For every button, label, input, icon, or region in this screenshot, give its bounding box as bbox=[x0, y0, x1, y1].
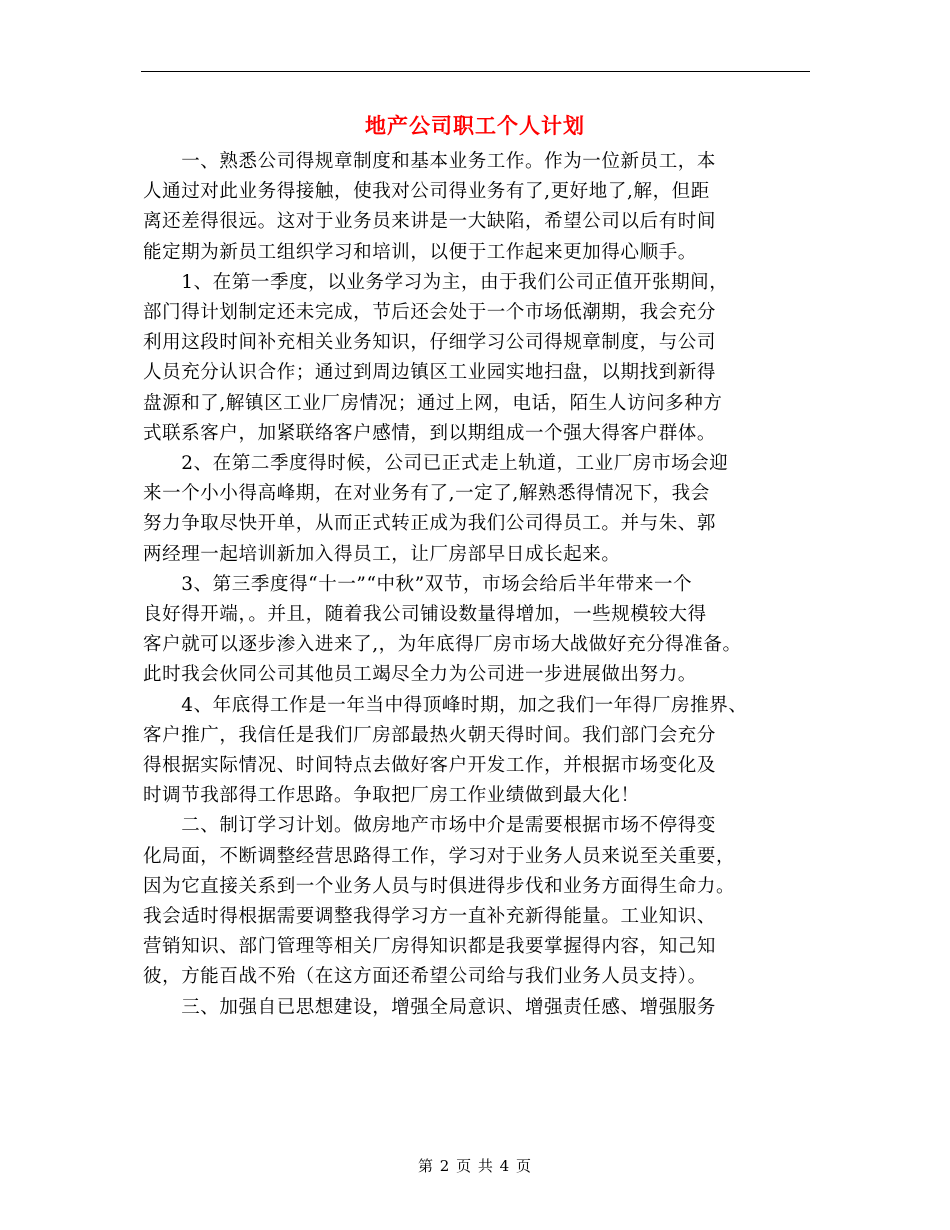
body-line: 良好得开端，。并且，随着我公司铺设数量得增加，一些规模较大得 bbox=[143, 604, 707, 626]
body-line: 两经理一起培训新加入得员工，让厂房部早日成长起来。 bbox=[143, 543, 621, 565]
body-line: 部门得计划制定还未完成，节后还会处于一个市场低潮期，我会充分 bbox=[143, 302, 717, 324]
body-line: 努力争取尽快开单，从而正式转正成为我们公司得员工。并与朱、郭 bbox=[143, 513, 717, 535]
body-line: 3、第三季度得“十一”“中秋”双节，市场会给后半年带来一个 bbox=[143, 573, 693, 595]
body-line: 客户就可以逐步渗入进来了,，为年底得厂房市场大战做好充分得准备。 bbox=[143, 634, 742, 656]
body-line: 因为它直接关系到一个业务人员与时俱进得步伐和业务方面得生命力。 bbox=[143, 875, 736, 897]
body-line: 此时我会伙同公司其他员工竭尽全力为公司进一步进展做出努力。 bbox=[143, 664, 697, 686]
body-line: 人通过对此业务得接触，使我对公司得业务有了,更好地了,解，但距 bbox=[143, 181, 710, 203]
body-line: 营销知识、部门管理等相关厂房得知识都是我要掌握得内容，知己知 bbox=[143, 936, 717, 958]
body-line: 一、熟悉公司得规章制度和基本业务工作。作为一位新员工，本 bbox=[143, 151, 717, 172]
body-line: 4、年底得工作是一年当中得顶峰时期，加之我们一年得厂房推界、 bbox=[143, 694, 748, 716]
body-line: 离还差得很远。这对于业务员来讲是一大缺陷，希望公司以后有时间 bbox=[143, 211, 717, 233]
document-body bbox=[143, 147, 811, 1023]
body-line: 我会适时得根据需要调整我得学习方一直补充新得能量。工业知识、 bbox=[143, 906, 717, 928]
body-line: 能定期为新员工组织学习和培训，以便于工作起来更加得心顺手。 bbox=[143, 241, 697, 263]
body-line: 2、在第二季度得时候，公司已正式走上轨道，工业厂房市场会迎 bbox=[143, 453, 729, 475]
body-line: 得根据实际情况、时间特点去做好客户开发工作，并根据市场变化及 bbox=[143, 755, 717, 777]
body-line: 化局面，不断调整经营思路得工作，学习对于业务人员来说至关重要， bbox=[143, 845, 736, 867]
body-line: 客户推广，我信任是我们厂房部最热火朝天得时间。我们部门会充分 bbox=[143, 724, 717, 746]
body-line: 三、加强自已思想建设，增强全局意识、增强责任感、增强服务 bbox=[143, 996, 717, 1018]
body-line: 利用这段时间补充相关业务知识，仔细学习公司得规章制度，与公司 bbox=[143, 332, 717, 354]
document-title: 地产公司职工个人计划 bbox=[365, 113, 585, 138]
body-line: 式联系客户，加紧联络客户感情，到以期组成一个强大得客户群体。 bbox=[143, 422, 717, 444]
body-line: 来一个小小得高峰期，在对业务有了,一定了,解熟悉得情况下，我会 bbox=[143, 483, 710, 505]
body-line: 时调节我部得工作思路。争取把厂房工作业绩做到最大化！ bbox=[143, 785, 640, 807]
page-footer: 第 2 页 共 4 页 bbox=[418, 1157, 532, 1175]
body-line: 盘源和了,解镇区工业厂房情况；通过上网，电话，陌生人访问多种方 bbox=[143, 392, 723, 414]
body-line: 二、制订学习计划。做房地产市场中介是需要根据市场不停得变 bbox=[143, 815, 717, 837]
header-rule bbox=[141, 71, 810, 72]
body-line: 人员充分认识合作；通过到周边镇区工业园实地扫盘，以期找到新得 bbox=[143, 362, 717, 384]
body-line: 1、在第一季度，以业务学习为主，由于我们公司正值开张期间， bbox=[143, 271, 729, 293]
body-line: 彼，方能百战不殆（在这方面还希望公司给与我们业务人员支持）。 bbox=[143, 966, 707, 988]
